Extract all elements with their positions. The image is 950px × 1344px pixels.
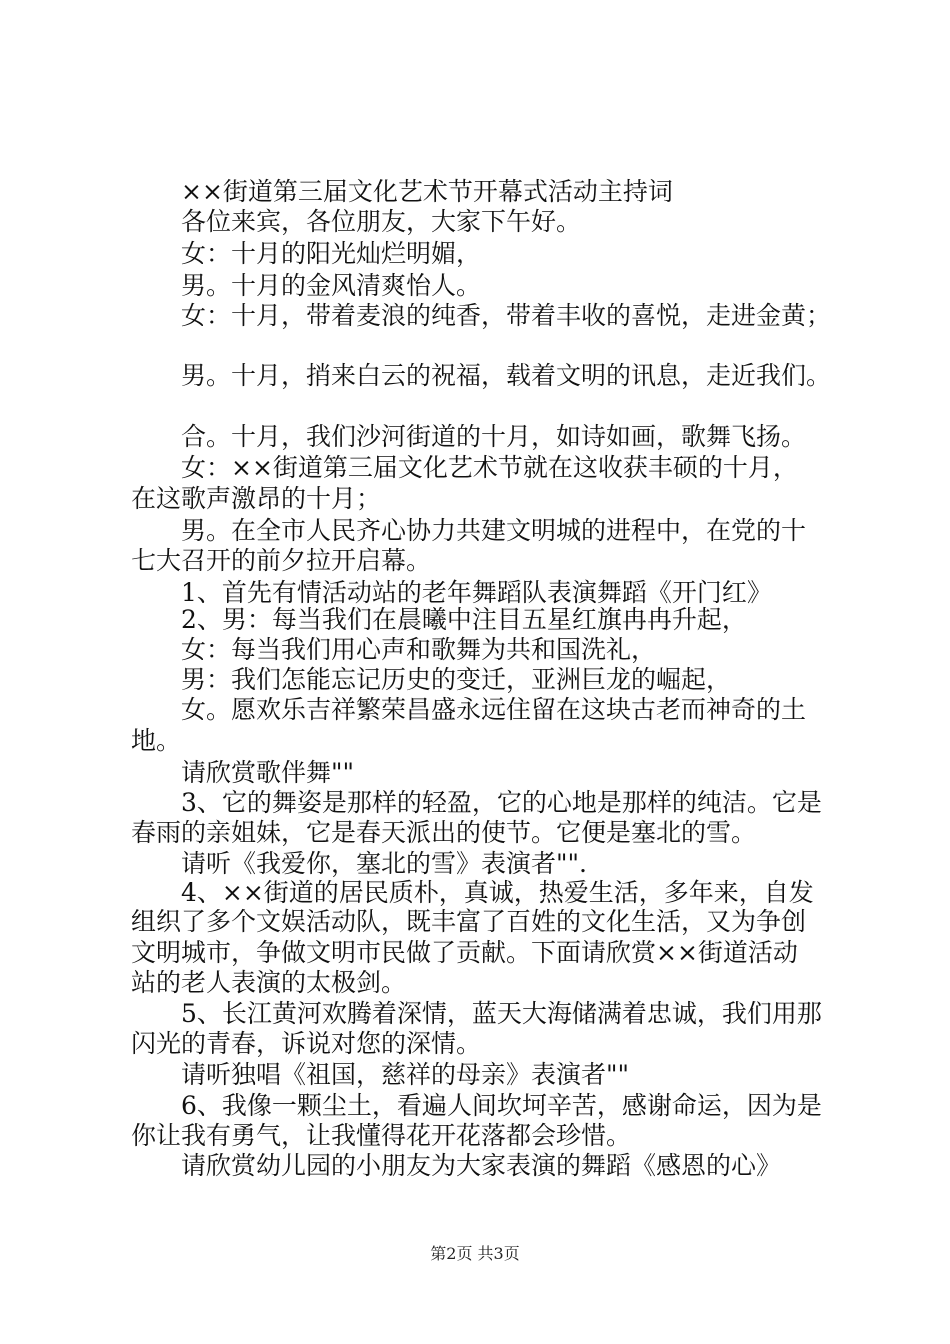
text-line: 闪光的青春，诉说对您的深情。 <box>131 1029 482 1058</box>
text-line: 女：十月的阳光灿烂明媚， <box>181 239 482 268</box>
text-line: 2、男：每当我们在晨曦中注目五星红旗冉冉升起， <box>181 605 747 634</box>
text-line: 你让我有勇气，让我懂得花开花落都会珍惜。 <box>131 1121 632 1150</box>
text-line: 女：十月，带着麦浪的纯香，带着丰收的喜悦，走进金黄； <box>181 301 832 330</box>
text-line: 女。愿欢乐吉祥繁荣昌盛永远住留在这块古老而神奇的土 <box>181 695 807 724</box>
text-line: 春雨的亲姐妹，它是春天派出的使节。它便是塞北的雪。 <box>131 818 757 847</box>
text-line: 女：每当我们用心声和歌舞为共和国洗礼， <box>181 635 657 664</box>
text-line: 合。十月，我们沙河街道的十月，如诗如画，歌舞飞扬。 <box>181 422 807 451</box>
text-line: 请欣赏幼儿园的小朋友为大家表演的舞蹈《感恩的心》 <box>181 1151 782 1180</box>
text-line: 3、它的舞姿是那样的轻盈，它的心地是那样的纯洁。它是 <box>181 788 822 817</box>
text-line: 女：××街道第三届文化艺术节就在这收获丰硕的十月， <box>181 453 798 482</box>
page-footer: 第2页 共3页 <box>430 1244 520 1263</box>
text-line: 站的老人表演的太极剑。 <box>131 968 407 997</box>
text-line: 6、我像一颗尘土，看遍人间坎坷辛苦，感谢命运，因为是 <box>181 1091 822 1120</box>
text-line: 男。十月，捎来白云的祝福，载着文明的讯息，走近我们。 <box>181 361 832 390</box>
text-line: 请欣赏歌伴舞"" <box>181 758 354 787</box>
text-line: 请听独唱《祖国，慈祥的母亲》表演者"" <box>181 1060 629 1089</box>
text-line: 男。在全市人民齐心协力共建文明城的进程中，在党的十 <box>181 516 807 545</box>
document-title: ××街道第三届文化艺术节开幕式活动主持词 <box>181 177 673 206</box>
text-line: 地。 <box>131 726 182 755</box>
text-line: 组织了多个文娱活动队，既丰富了百姓的文化生活，又为争创 <box>131 907 807 936</box>
text-line: 文明城市，争做文明市民做了贡献。下面请欣赏××街道活动 <box>131 938 798 967</box>
text-line: 在这歌声激昂的十月； <box>131 484 382 513</box>
text-line: 5、长江黄河欢腾着深情，蓝天大海储满着忠诚，我们用那 <box>181 999 822 1028</box>
text-line: 请听《我爱你，塞北的雪》表演者"". <box>181 849 587 878</box>
text-line: 1、首先有情活动站的老年舞蹈队表演舞蹈《开门红》 <box>181 578 772 607</box>
text-line: 4、××街道的居民质朴，真诚，热爱生活，多年来，自发 <box>181 878 814 907</box>
text-line: 各位来宾，各位朋友，大家下午好。 <box>181 207 582 236</box>
text-line: 男：我们怎能忘记历史的变迁，亚洲巨龙的崛起， <box>181 665 732 694</box>
text-line: 男。十月的金风清爽怡人。 <box>181 271 482 300</box>
text-line: 七大召开的前夕拉开启幕。 <box>131 546 432 575</box>
